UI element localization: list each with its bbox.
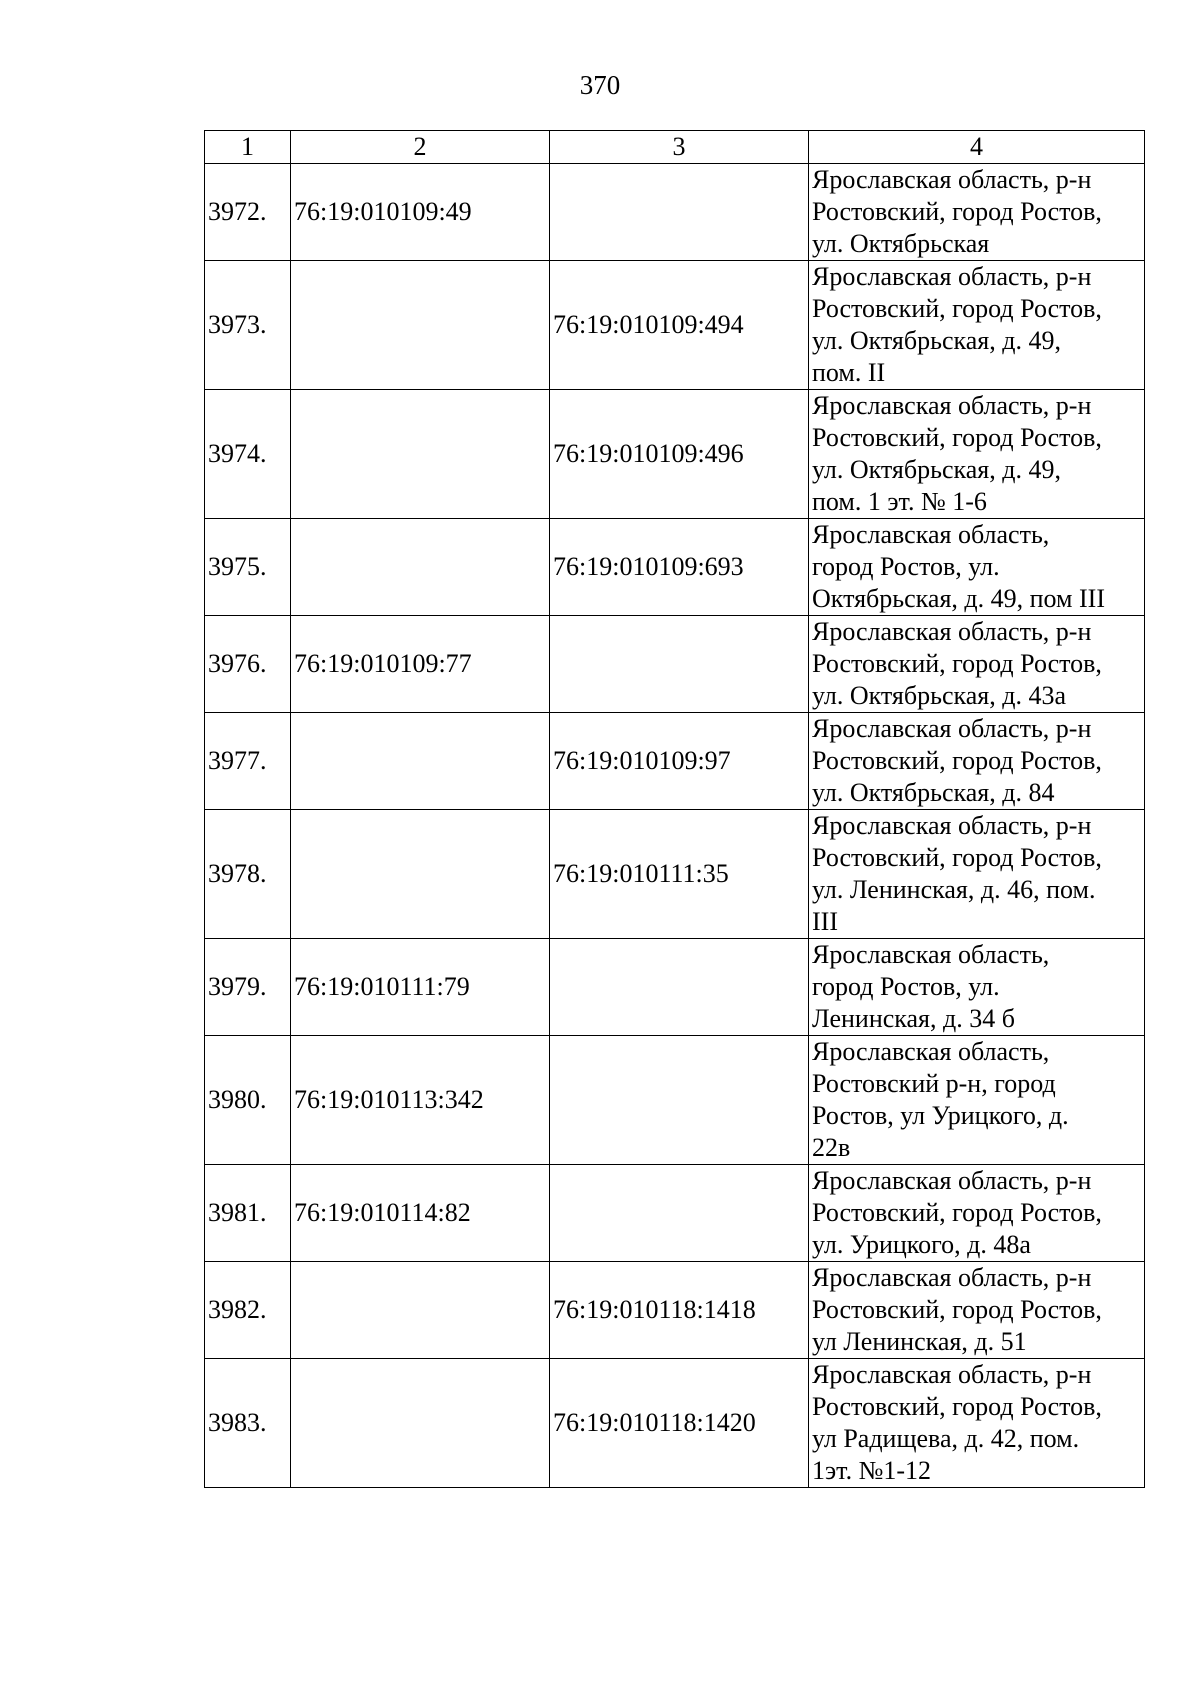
table-row xyxy=(205,1262,1145,1359)
column-header-4: 4 xyxy=(809,131,1145,164)
address-line: Ростовский, город Ростов, xyxy=(812,843,1102,872)
address-line: ул. Октябрьская, д. 43а xyxy=(812,681,1067,710)
cadastral-number-cell: 76:19:010111:79 xyxy=(291,939,550,1036)
address-line: пом. II xyxy=(812,358,886,387)
table-row xyxy=(205,261,1145,390)
cadastral-number-premises-cell: 76:19:010118:1420 xyxy=(550,1359,809,1488)
address-line: Ярославская область, xyxy=(812,940,1050,969)
address-line: ул. Урицкого, д. 48а xyxy=(812,1230,1031,1259)
address-line: Ярославская область, р-н xyxy=(812,1166,1092,1195)
address-line: ул. Октябрьская, д. 49, xyxy=(812,455,1061,484)
address-line: Ростовский, город Ростов, xyxy=(812,746,1102,775)
address-line: ул. Октябрьская, д. 49, xyxy=(812,326,1061,355)
address-line: ул Радищева, д. 42, пом. xyxy=(812,1424,1080,1453)
address-line: Ростовский, город Ростов, xyxy=(812,197,1102,226)
address-cell xyxy=(809,519,1145,616)
table-body xyxy=(205,164,1145,1488)
cadastral-number-cell xyxy=(291,261,550,390)
cadastral-number-cell xyxy=(291,1359,550,1488)
table-row xyxy=(205,616,1145,713)
address-cell xyxy=(809,1262,1145,1359)
address-line: Ярославская область, xyxy=(812,520,1050,549)
row-number-cell: 3976. xyxy=(205,616,291,713)
table-row xyxy=(205,164,1145,261)
address-cell xyxy=(809,939,1145,1036)
page-number: 370 xyxy=(579,70,621,100)
address-line: Ростовский, город Ростов, xyxy=(812,1392,1102,1421)
cadastral-number-premises-cell: 76:19:010109:496 xyxy=(550,390,809,519)
cadastral-number-cell: 76:19:010113:342 xyxy=(291,1036,550,1165)
address-line: Ярославская область, р-н xyxy=(812,391,1092,420)
address-cell xyxy=(809,1036,1145,1165)
cadastral-number-premises-cell: 76:19:010109:494 xyxy=(550,261,809,390)
table-header xyxy=(205,131,1145,164)
cadastral-number-premises-cell: 76:19:010109:97 xyxy=(550,713,809,810)
table-row xyxy=(205,1359,1145,1488)
cadastral-number-cell: 76:19:010109:49 xyxy=(291,164,550,261)
address-line: Ярославская область, р-н xyxy=(812,617,1092,646)
table-row xyxy=(205,519,1145,616)
cadastral-number-premises-cell: 76:19:010111:35 xyxy=(550,810,809,939)
row-number-cell: 3972. xyxy=(205,164,291,261)
address-line: Ростов, ул Урицкого, д. xyxy=(812,1101,1069,1130)
cadastral-number-cell xyxy=(291,1262,550,1359)
address-line: город Ростов, ул. xyxy=(812,972,1000,1001)
row-number-cell: 3973. xyxy=(205,261,291,390)
address-line: Ростовский, город Ростов, xyxy=(812,649,1102,678)
address-line: Ростовский р-н, город xyxy=(812,1069,1056,1098)
address-line: Ростовский, город Ростов, xyxy=(812,294,1102,323)
row-number-cell: 3980. xyxy=(205,1036,291,1165)
row-number-cell: 3977. xyxy=(205,713,291,810)
column-header-3: 3 xyxy=(550,131,809,164)
address-line: 22в xyxy=(812,1133,851,1162)
address-line: Ростовский, город Ростов, xyxy=(812,1295,1102,1324)
address-cell xyxy=(809,810,1145,939)
address-line: ул. Октябрьская xyxy=(812,229,990,258)
cadastral-number-premises-cell: 76:19:010109:693 xyxy=(550,519,809,616)
header-row xyxy=(205,131,1145,164)
row-number-cell: 3978. xyxy=(205,810,291,939)
address-cell xyxy=(809,1165,1145,1262)
column-header-1: 1 xyxy=(205,131,291,164)
address-cell xyxy=(809,616,1145,713)
address-line: Ленинская, д. 34 б xyxy=(812,1004,1015,1033)
cadastral-number-premises-cell xyxy=(550,1165,809,1262)
column-header-2: 2 xyxy=(291,131,550,164)
cadastral-number-cell xyxy=(291,810,550,939)
row-number-cell: 3979. xyxy=(205,939,291,1036)
address-line: пом. 1 эт. № 1-6 xyxy=(812,487,987,516)
address-line: ул. Октябрьская, д. 84 xyxy=(812,778,1055,807)
address-line: Октябрьская, д. 49, пом III xyxy=(812,584,1105,613)
address-cell xyxy=(809,164,1145,261)
address-line: Ростовский, город Ростов, xyxy=(812,1198,1102,1227)
cadastral-number-premises-cell xyxy=(550,616,809,713)
address-line: Ярославская область, xyxy=(812,1037,1050,1066)
row-number-cell: 3975. xyxy=(205,519,291,616)
cadastral-number-premises-cell xyxy=(550,1036,809,1165)
address-line: Ярославская область, р-н xyxy=(812,714,1092,743)
address-line: ул Ленинская, д. 51 xyxy=(812,1327,1027,1356)
cadastral-number-cell xyxy=(291,390,550,519)
row-number-cell: 3981. xyxy=(205,1165,291,1262)
cadastral-number-cell xyxy=(291,519,550,616)
cadastral-number-cell: 76:19:010114:82 xyxy=(291,1165,550,1262)
address-line: 1эт. №1-12 xyxy=(812,1456,932,1485)
registry-table xyxy=(204,130,1145,1488)
address-cell xyxy=(809,261,1145,390)
table-row xyxy=(205,810,1145,939)
row-number-cell: 3974. xyxy=(205,390,291,519)
address-line: III xyxy=(812,907,838,936)
cadastral-number-premises-cell xyxy=(550,164,809,261)
row-number-cell: 3983. xyxy=(205,1359,291,1488)
table-row xyxy=(205,390,1145,519)
address-line: Ярославская область, р-н xyxy=(812,165,1092,194)
table-row xyxy=(205,1036,1145,1165)
table-row xyxy=(205,939,1145,1036)
address-line: Ярославская область, р-н xyxy=(812,262,1092,291)
table-row xyxy=(205,713,1145,810)
table-row xyxy=(205,1165,1145,1262)
address-cell xyxy=(809,1359,1145,1488)
cadastral-number-premises-cell: 76:19:010118:1418 xyxy=(550,1262,809,1359)
address-line: Ростовский, город Ростов, xyxy=(812,423,1102,452)
address-line: Ярославская область, р-н xyxy=(812,811,1092,840)
address-cell xyxy=(809,713,1145,810)
cadastral-number-cell xyxy=(291,713,550,810)
address-line: Ярославская область, р-н xyxy=(812,1263,1092,1292)
address-cell xyxy=(809,390,1145,519)
row-number-cell: 3982. xyxy=(205,1262,291,1359)
cadastral-number-premises-cell xyxy=(550,939,809,1036)
address-line: город Ростов, ул. xyxy=(812,552,1000,581)
address-line: ул. Ленинская, д. 46, пом. xyxy=(812,875,1096,904)
address-line: Ярославская область, р-н xyxy=(812,1360,1092,1389)
cadastral-number-cell: 76:19:010109:77 xyxy=(291,616,550,713)
